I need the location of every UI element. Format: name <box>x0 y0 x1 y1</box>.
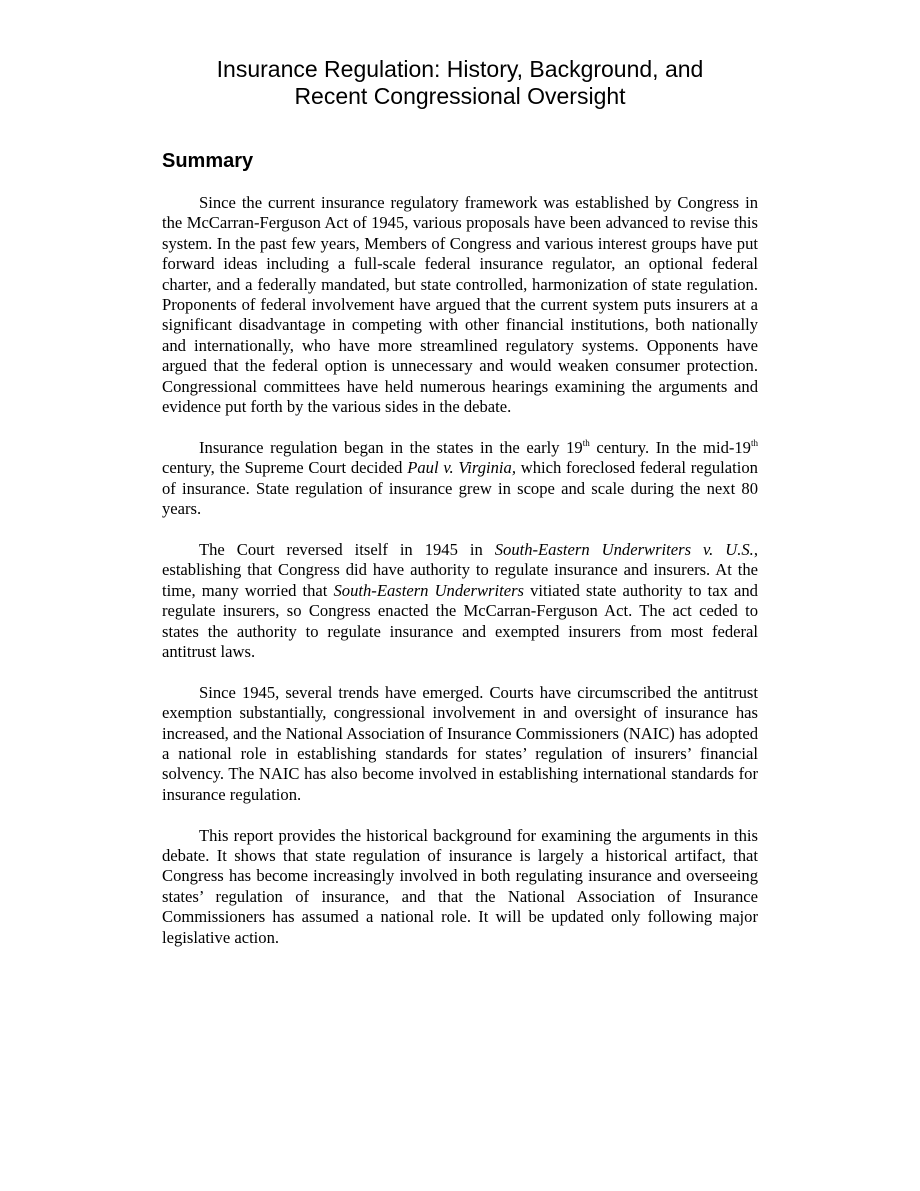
paragraph-3-text-b: , establishing that Congress did have authority to regulate insurance and insurers. At the time, many worried that <box>162 539 758 600</box>
summary-body <box>162 193 758 948</box>
report-title-line-2: Recent Congressional Oversight <box>294 83 626 109</box>
paragraph-2-text-a: Insurance regulation began in the states in the early 19 <box>199 437 583 457</box>
summary-heading: Summary <box>162 150 254 172</box>
paragraph-5: This report provides the historical background for examining the arguments in this debate. It shows that state regulation of insurance is largely a historical artifact, that Congress has become increasingly involved in both regulating insurance and overseeing states’ regulation of insurance, and that the National Association of Insurance Commissioners has assumed a national role. It will be updated only following major legislative action. <box>162 825 758 947</box>
case-name-south-eastern-underwriters: South-Eastern Underwriters <box>333 580 524 600</box>
paragraph-2-text-d: which foreclosed federal regulation of insurance. State regulation of insurance grew in scope and scale during the next 80 years. <box>162 458 758 519</box>
paragraph-3 <box>162 540 758 662</box>
report-title-line-1: Insurance Regulation: History, Background, and <box>216 56 704 82</box>
paragraph-1: Since the current insurance regulatory framework was established by Congress in the McCarran-Ferguson Act of 1945, various proposals have been advanced to revise this system. In the past few years, Members of Congress and various interest groups have put forward ideas including a full-scale federal insurance regulator, an optional federal charter, and a federally mandated, but state controlled, harmonization of state regulation. Proponents of federal involvement have argued that the current system puts insurers at a significant disadvantage in competing with other financial institutions, both nationally and internationally, who have more streamlined regulatory systems. Opponents have argued that the federal option is unnecessary and would weaken consumer protection. Congressional committees have held numerous hearings examining the arguments and evidence put forth by the various sides in the debate. <box>162 193 758 417</box>
paragraph-4: Since 1945, several trends have emerged. Courts have circumscribed the antitrust exemption substantially, congressional involvement in and oversight of insurance has increased, and the National Association of Insurance Commissioners (NAIC) has adopted a national role in establishing standards for states’ regulation of insurers’ financial solvency. The NAIC has also become involved in establishing international standards for insurance regulation. <box>162 682 758 804</box>
paragraph-2-text-c: century, the Supreme Court decided <box>162 458 408 478</box>
case-name-south-eastern-underwriters-v-us: South-Eastern Underwriters v. U.S. <box>494 539 754 559</box>
case-name-paul-v-virginia: Paul v. Virginia, <box>407 458 516 478</box>
report-title <box>160 56 760 110</box>
superscript-th-2: th <box>750 437 758 448</box>
superscript-th-1: th <box>582 437 590 448</box>
paragraph-3-text-a: The Court reversed itself in 1945 in <box>199 539 495 559</box>
paragraph-3-text-c: vitiated state authority to tax and regulate insurers, so Congress enacted the McCarran-Ferguson Act. The act ceded to states the authority to regulate insurance and exempted insurers from most federal antitrust laws. <box>162 580 758 661</box>
paragraph-2-text-b: century. In the mid-19 <box>589 437 751 457</box>
paragraph-2 <box>162 438 758 520</box>
